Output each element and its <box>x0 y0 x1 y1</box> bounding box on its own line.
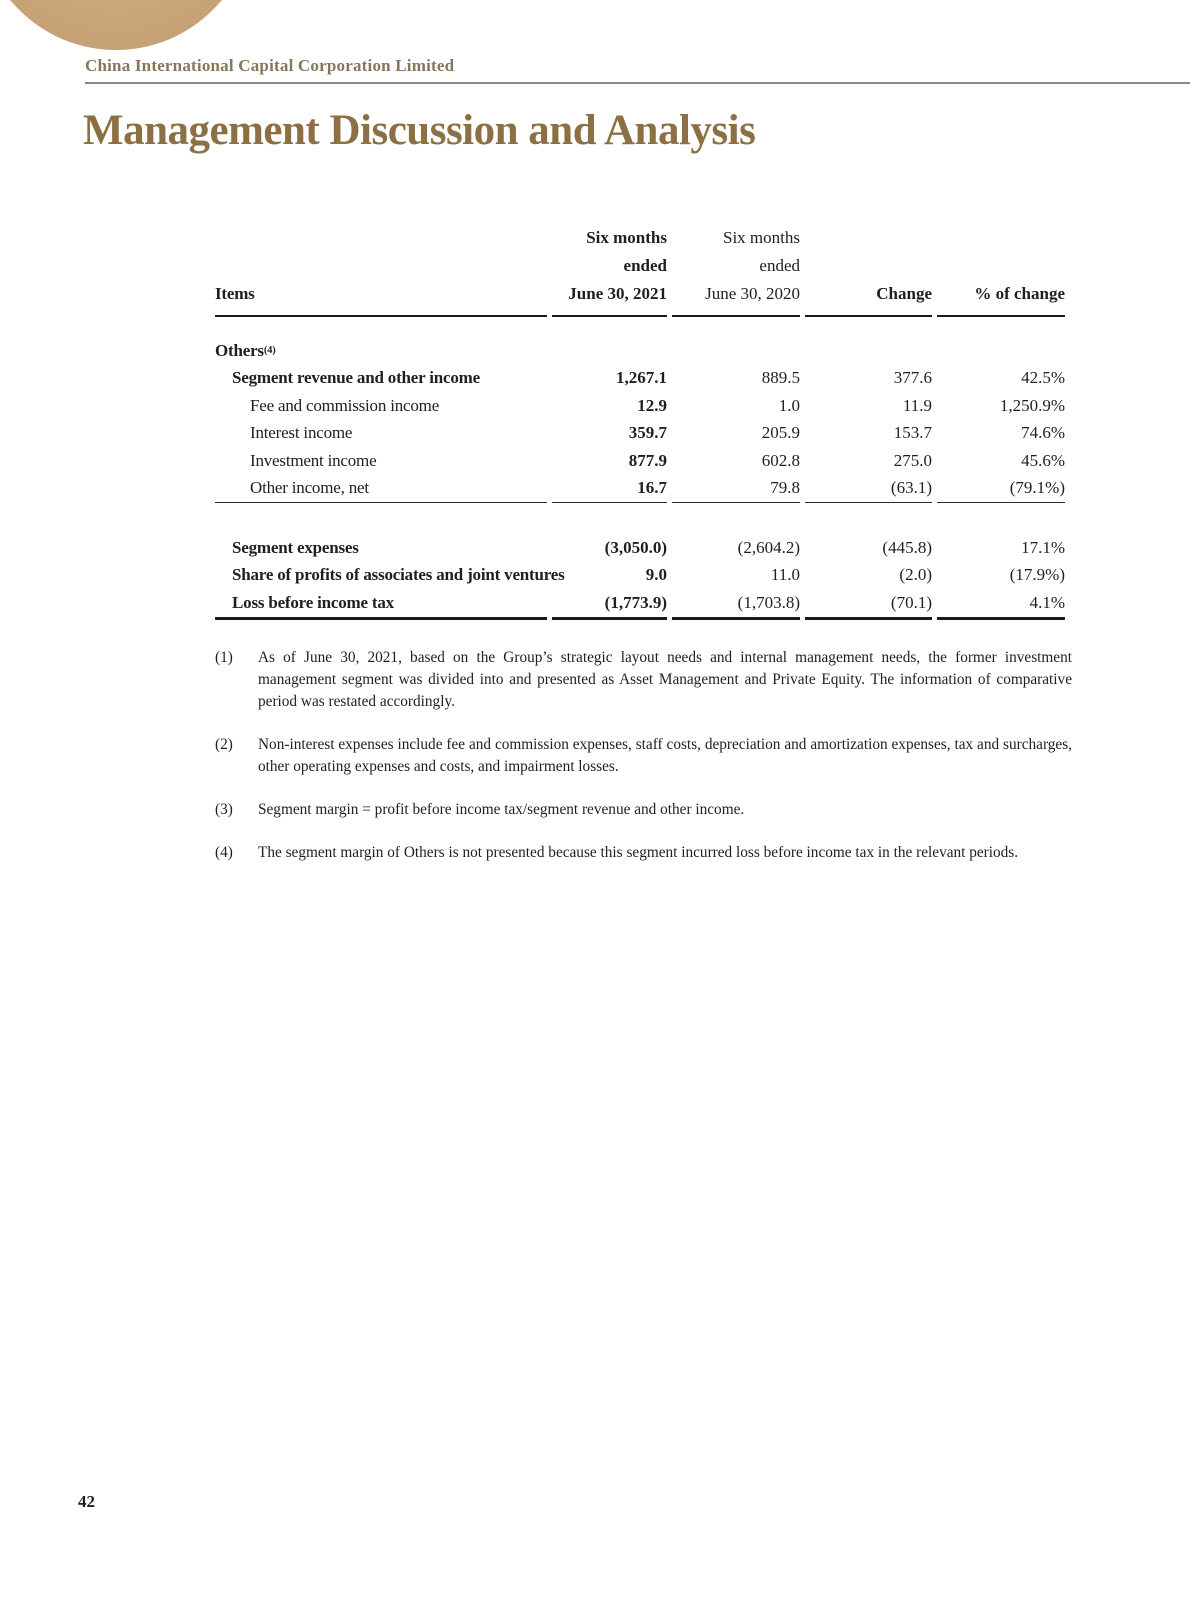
cell-pct-change: 45.6% <box>1021 450 1065 470</box>
footnote-number: (2) <box>215 736 233 753</box>
cell-pct-change: 4.1% <box>937 589 1065 620</box>
footnote-1 <box>215 647 1072 713</box>
footnote-text: The segment margin of Others is not presented because this segment incurred loss before income tax in the relevant periods. <box>258 844 1019 861</box>
column-header-items: Items <box>215 220 547 317</box>
table-row <box>215 562 1065 590</box>
cell-2020: 889.5 <box>761 368 800 388</box>
column-header-change: Change <box>805 220 932 317</box>
cell-2021: 9.0 <box>645 565 667 585</box>
cell-items: Segment revenue and other income <box>232 368 480 388</box>
column-header-line: Six months <box>723 228 800 247</box>
cell-2021: 359.7 <box>628 423 667 443</box>
row-label: Others <box>215 340 264 360</box>
cell-pct-change: 42.5% <box>1021 368 1065 388</box>
table-row <box>215 365 1065 393</box>
cell-change <box>805 337 932 365</box>
cell-pct-change: 74.6% <box>1021 423 1065 443</box>
footnote-2 <box>215 734 1072 778</box>
cell-2021: 877.9 <box>628 450 667 470</box>
cell-2020: (1,703.8) <box>672 589 800 620</box>
cell-2020 <box>672 337 800 365</box>
cell-change: 153.7 <box>893 423 932 443</box>
cell-change: (63.1) <box>805 475 932 504</box>
cell-items: Segment expenses <box>232 537 359 557</box>
cell-2021: 16.7 <box>552 475 667 504</box>
cell-change: 11.9 <box>902 395 932 415</box>
table-row <box>215 392 1065 420</box>
cell-pct-change: (79.1%) <box>937 475 1065 504</box>
financial-table <box>215 220 1065 620</box>
cell-2020: 79.8 <box>672 475 800 504</box>
footnote-3 <box>215 799 1072 821</box>
column-header-line: June 30, 2020 <box>705 284 800 303</box>
column-header-pct-change: % of change <box>937 220 1065 317</box>
cell-items: Others (4) <box>215 340 276 360</box>
footnote-text: As of June 30, 2021, based on the Group’s strategic layout needs and internal management needs, the former investment management segment was divided into and presented as Asset Management and Private Equity. The information of comparative period was restated accordingly. <box>258 649 1072 710</box>
cell-2021: 1,267.1 <box>616 368 667 388</box>
cell-2021: 12.9 <box>637 395 667 415</box>
cell-2020: 1.0 <box>778 395 800 415</box>
cell-2021: (3,050.0) <box>604 537 667 557</box>
column-header-line: ended <box>759 256 800 275</box>
cell-2020: (2,604.2) <box>737 537 800 557</box>
cell-items: Other income, net <box>215 475 547 504</box>
cell-2021 <box>552 337 667 365</box>
table-row <box>215 447 1065 475</box>
table-spacer <box>215 317 1065 337</box>
cell-pct-change: (17.9%) <box>1009 565 1065 585</box>
cell-items: Fee and commission income <box>250 395 440 415</box>
footnote-number: (3) <box>215 801 233 818</box>
table-row <box>215 420 1065 448</box>
table-header-row <box>215 220 1065 317</box>
table-spacer <box>215 503 1065 534</box>
cell-pct-change: 17.1% <box>1021 537 1065 557</box>
cell-pct-change: 1,250.9% <box>999 395 1065 415</box>
cell-items: Share of profits of associates and joint ventures <box>232 565 565 585</box>
footnotes-section <box>215 647 1072 885</box>
table-row <box>215 534 1065 562</box>
column-header-line: ended <box>623 256 667 275</box>
footnote-text: Segment margin = profit before income tax/segment revenue and other income. <box>258 801 745 818</box>
decorative-circle <box>0 0 253 50</box>
footnote-text: Non-interest expenses include fee and commission expenses, staff costs, depreciation and amortization expenses, tax and surcharges, other operating expenses and costs, and impairment losses. <box>258 736 1072 775</box>
page-number: 42 <box>78 1492 95 1511</box>
cell-change: (70.1) <box>805 589 932 620</box>
cell-items: Investment income <box>250 450 377 470</box>
cell-items: Loss before income tax <box>215 589 547 620</box>
cell-change: 275.0 <box>893 450 932 470</box>
cell-2021: (1,773.9) <box>552 589 667 620</box>
column-header-2020 <box>672 220 800 317</box>
cell-change: 377.6 <box>893 368 932 388</box>
column-header-2021 <box>552 220 667 317</box>
page-title: Management Discussion and Analysis <box>83 107 756 154</box>
table-row <box>215 475 1065 504</box>
table-row-others <box>215 337 1065 365</box>
cell-pct-change <box>937 337 1065 365</box>
cell-2020: 602.8 <box>761 450 800 470</box>
cell-2020: 205.9 <box>761 423 800 443</box>
cell-2020: 11.0 <box>770 565 800 585</box>
column-header-line: Six months <box>586 228 667 247</box>
table-row <box>215 589 1065 620</box>
footnote-4 <box>215 842 1072 864</box>
company-name: China International Capital Corporation Limited <box>85 56 455 75</box>
footnote-number: (1) <box>215 649 233 666</box>
header-divider <box>85 82 1190 84</box>
cell-change: (2.0) <box>899 565 932 585</box>
cell-change: (445.8) <box>882 537 932 557</box>
footnote-number: (4) <box>215 844 233 861</box>
column-header-line: June 30, 2021 <box>568 284 667 303</box>
cell-items: Interest income <box>250 423 353 443</box>
